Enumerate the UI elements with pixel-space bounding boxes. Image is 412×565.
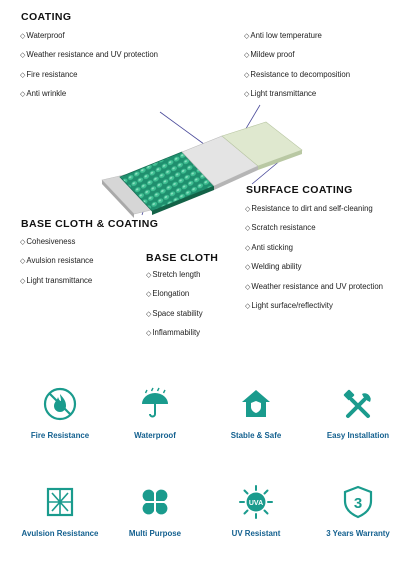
feature-stable-safe [206, 386, 306, 440]
list-item: ◇Light transmittance [244, 89, 317, 99]
feature-fire-resistance [10, 386, 110, 440]
list-item: ◇Resistance to dirt and self-cleaning [245, 204, 373, 213]
shield-3-icon [340, 484, 376, 520]
feature-label: Multi Purpose [128, 529, 182, 538]
list-item: ◇Resistance to decomposition [244, 69, 351, 79]
list-item: ◇Inflammability [146, 328, 201, 338]
list-item: ◇Weather resistance and UV protection [20, 50, 158, 60]
house-shield-icon [238, 386, 274, 422]
list-item: ◇Fire resistance [20, 69, 78, 79]
clover-icon [137, 484, 173, 520]
surface-coating-heading: SURFACE COATING [246, 184, 353, 196]
uva-text: UVA [248, 500, 264, 507]
list-item: ◇Space stability [146, 308, 203, 318]
feature-avulsion-resistance [10, 484, 110, 538]
list-item: ◇Anti wrinkle [20, 89, 67, 99]
tools-icon [340, 386, 376, 422]
feature-label: Avulsion Resistance [21, 529, 99, 538]
list-item: ◇Scratch resistance [245, 223, 316, 233]
list-item: ◇Stretch length [146, 270, 201, 279]
list-item: ◇Anti sticking [245, 242, 293, 252]
feature-label: Stable & Safe [230, 431, 282, 440]
list-item: ◇Avulsion resistance [20, 256, 94, 266]
surface-coating-list [245, 203, 383, 319]
list-item: ◇Waterproof [20, 31, 65, 40]
coating-heading: COATING [21, 11, 72, 23]
feature-label: Fire Resistance [30, 431, 90, 440]
base-cloth-list [146, 269, 203, 347]
base-cloth-coating-heading: BASE CLOTH & COATING [21, 218, 159, 230]
feature-waterproof [105, 386, 205, 440]
no-fire-icon [42, 386, 78, 422]
feature-uv-resistant [206, 484, 306, 538]
base-cloth-heading: BASE CLOTH [146, 252, 219, 264]
base-cloth-coating-list [20, 236, 93, 294]
list-item: ◇Mildew proof [244, 50, 295, 60]
feature-label: 3 Years Warranty [326, 529, 390, 538]
feature-3-years-warranty [308, 484, 408, 538]
leader-line-coating [160, 112, 208, 147]
feature-label: UV Resistant [231, 529, 281, 538]
list-item: ◇Light surface/reflectivity [245, 300, 333, 310]
list-item: ◇Anti low temperature [244, 31, 322, 40]
list-item: ◇Light transmittance [20, 275, 93, 285]
list-item: ◇Cohesiveness [20, 237, 76, 246]
feature-easy-installation [308, 386, 408, 440]
feature-multi-purpose [105, 484, 205, 538]
feature-label: Easy Installation [326, 431, 390, 440]
list-item: ◇Welding ability [245, 262, 302, 272]
coating-right-list [244, 30, 350, 108]
warranty-number: 3 [353, 495, 363, 512]
list-item: ◇Weather resistance and UV protection [245, 281, 383, 291]
umbrella-icon [137, 386, 173, 422]
feature-label: Waterproof [134, 431, 176, 440]
coating-left-list [20, 30, 158, 108]
fabric-icon [42, 484, 78, 520]
list-item: ◇Elongation [146, 289, 190, 299]
uva-sun-icon [238, 484, 274, 520]
